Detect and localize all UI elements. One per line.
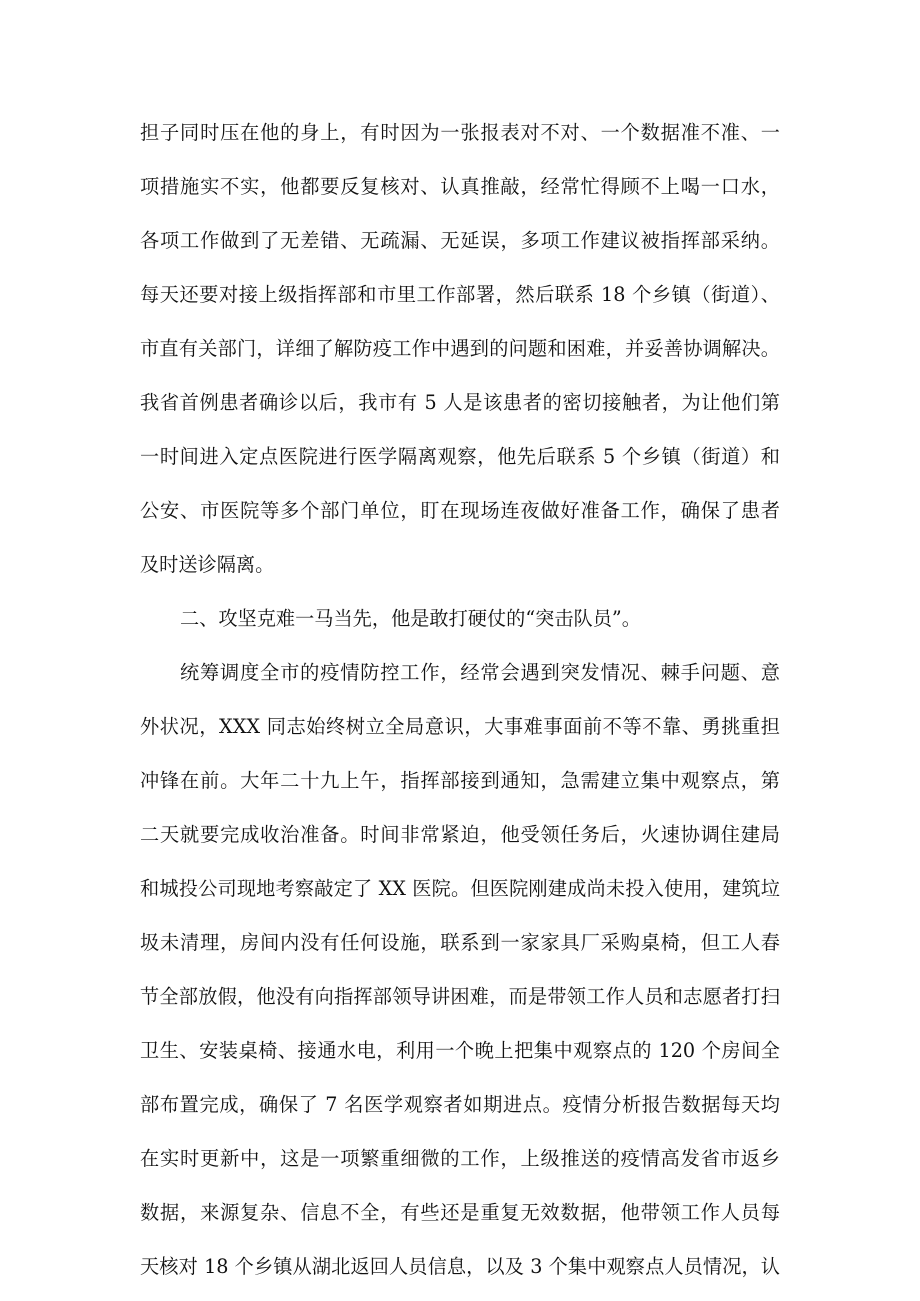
body-line: 数据，来源复杂、信息不全，有些还是重复无效数据，他带领工作人员每 xyxy=(140,1201,780,1224)
body-line: 公安、市医院等多个部门单位，盯在现场连夜做好准备工作，确保了患者 xyxy=(140,499,780,522)
body-line: 二天就要完成收治准备。时间非常紧迫，他受领任务后，火速协调住建局 xyxy=(140,823,780,846)
body-line: 我省首例患者确诊以后，我市有 5 人是该患者的密切接触者，为让他们第 xyxy=(140,391,780,414)
section-heading: 二、攻坚克难一马当先，他是敢打硬仗的“突击队员”。 xyxy=(180,607,641,630)
body-line: 部布置完成，确保了 7 名医学观察者如期进点。疫情分析报告数据每天均 xyxy=(140,1093,780,1116)
body-line: 冲锋在前。大年二十九上午，指挥部接到通知，急需建立集中观察点，第 xyxy=(140,769,780,792)
body-line: 市直有关部门，详细了解防疫工作中遇到的问题和困难，并妥善协调解决。 xyxy=(140,337,780,360)
body-line: 一时间进入定点医院进行医学隔离观察，他先后联系 5 个乡镇（街道）和 xyxy=(140,445,780,468)
body-line: 圾未清理，房间内没有任何设施，联系到一家家具厂采购桌椅，但工人春 xyxy=(140,931,780,954)
body-line: 统筹调度全市的疫情防控工作，经常会遇到突发情况、棘手问题、意 xyxy=(180,661,780,684)
body-line: 每天还要对接上级指挥部和市里工作部署，然后联系 18 个乡镇（街道）、 xyxy=(140,283,780,306)
body-line: 担子同时压在他的身上，有时因为一张报表对不对、一个数据准不准、一 xyxy=(140,121,780,144)
body-line: 项措施实不实，他都要反复核对、认真推敲，经常忙得顾不上喝一口水， xyxy=(140,175,780,198)
body-line: 各项工作做到了无差错、无疏漏、无延误，多项工作建议被指挥部采纳。 xyxy=(140,229,780,252)
body-line: 卫生、安装桌椅、接通水电，利用一个晚上把集中观察点的 120 个房间全 xyxy=(140,1039,780,1062)
body-line: 外状况，XXX 同志始终树立全局意识，大事难事面前不等不靠、勇挑重担 xyxy=(140,715,780,738)
body-line: 节全部放假，他没有向指挥部领导讲困难，而是带领工作人员和志愿者打扫 xyxy=(140,985,780,1008)
body-line: 天核对 18 个乡镇从湖北返回人员信息，以及 3 个集中观察点人员情况，认 xyxy=(140,1255,780,1278)
body-line: 在实时更新中，这是一项繁重细微的工作，上级推送的疫情高发省市返乡 xyxy=(140,1147,780,1170)
body-line: 及时送诊隔离。 xyxy=(140,553,275,576)
body-line: 和城投公司现地考察敲定了 XX 医院。但医院刚建成尚未投入使用，建筑垃 xyxy=(140,877,780,900)
